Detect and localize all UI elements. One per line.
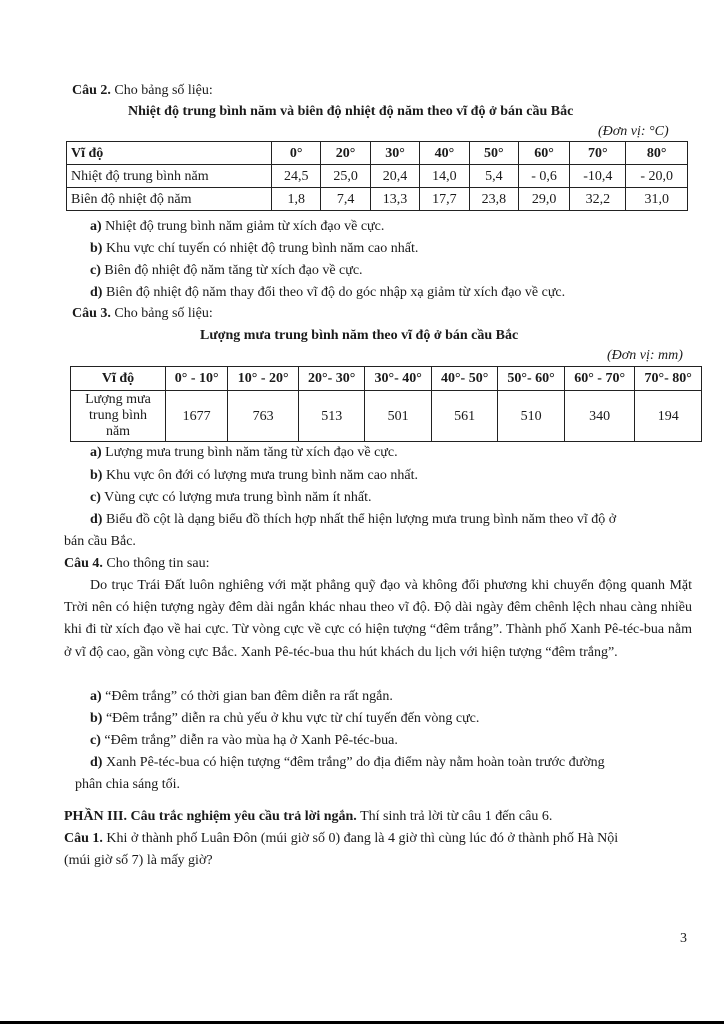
cau1-line1 [64, 828, 618, 849]
cau3-table-title: Lượng mưa trung bình năm theo vĩ độ ở bán cầu Bắc [200, 328, 519, 343]
table-header-cell: 40° [420, 142, 469, 165]
cau4-heading [64, 553, 209, 574]
cau4-option-b [90, 708, 479, 729]
option-text: Biên độ nhiệt độ năm tăng từ xích đạo về cực. [104, 263, 363, 278]
table-cell: 32,2 [570, 188, 626, 211]
option-text: Lượng mưa trung bình năm tăng từ xích đạo về cực. [105, 445, 398, 460]
row-label-line: Lượng mưa [85, 392, 151, 407]
cau3-heading [72, 303, 213, 324]
table-cell: 31,0 [626, 188, 688, 211]
option-text: Vùng cực có lượng mưa trung bình năm ít nhất. [104, 490, 372, 505]
table-cell: 25,0 [321, 165, 370, 188]
cau2-label: Câu 2. [72, 83, 111, 98]
cau3-option-d [90, 509, 616, 530]
cau1-line2: (múi giờ số 7) là mấy giờ? [64, 853, 213, 868]
cau4-paragraph: Do trục Trái Đất luôn nghiêng với mặt phẳng quỹ đạo và không đổi phương khi chuyển động quanh Mặt Trời nên có hiện tượng ngày đêm dài ngắn khác nhau theo vĩ độ. Độ dài ngày đêm chênh lệch nhau càng nhiều khi đi từ xích đạo về hai cực. Từ vòng cực về cực có hiện tượng “đêm trắng”. Thành phố Xanh Pê-téc-bua nằm ở vĩ độ cao, gần vòng cực Bắc. Xanh Pê-téc-bua thu hút khách du lịch với hiện tượng “đêm trắng”. [64, 578, 692, 660]
table-cell: 340 [564, 391, 635, 442]
table-cell: 14,0 [420, 165, 469, 188]
table-header-row [67, 142, 688, 165]
table-cell: 1677 [166, 391, 228, 442]
cau4-label: Câu 4. [64, 556, 103, 571]
option-letter: a) [90, 689, 102, 704]
table-cell: 510 [498, 391, 564, 442]
phan3-heading [64, 806, 552, 827]
option-letter: a) [90, 445, 102, 460]
cau2-option-c [90, 260, 363, 281]
option-letter: a) [90, 219, 102, 234]
table-row [71, 391, 702, 442]
phan3-title: PHẦN III. Câu trắc nghiệm yêu cầu trả lời ngắn. [64, 809, 357, 824]
table-cell: Nhiệt độ trung bình năm [67, 165, 272, 188]
cau3-label: Câu 3. [72, 306, 111, 321]
cau4-option-a [90, 686, 393, 707]
table-cell: -10,4 [570, 165, 626, 188]
cau4-intro: Cho thông tin sau: [106, 556, 210, 571]
option-text: Nhiệt độ trung bình năm giảm từ xích đạo về cực. [105, 219, 385, 234]
table-cell: 763 [228, 391, 299, 442]
table-header-cell: 30°- 40° [365, 367, 431, 391]
cau4-option-d-continuation: phân chia sáng tối. [75, 777, 180, 792]
option-text: Biểu đồ cột là dạng biểu đồ thích hợp nhất thể hiện lượng mưa trung bình năm theo vĩ độ ở [105, 512, 617, 527]
table-header-cell: 60° [519, 142, 570, 165]
table-cell: 17,7 [420, 188, 469, 211]
cau3-option-b [90, 465, 418, 486]
row-label-line: năm [105, 424, 131, 439]
table-cell: 20,4 [370, 165, 419, 188]
table-header-cell: 20° [321, 142, 370, 165]
option-text: Khu vực chí tuyến có nhiệt độ trung bình năm cao nhất. [105, 241, 419, 256]
cau2-table-title: Nhiệt độ trung bình năm và biên độ nhiệt độ năm theo vĩ độ ở bán cầu Bắc [128, 104, 574, 119]
cau2-heading [72, 80, 213, 101]
page-number: 3 [680, 931, 687, 946]
cau3-option-c [90, 487, 371, 508]
table-cell: 7,4 [321, 188, 370, 211]
option-text: Khu vực ôn đới có lượng mưa trung bình năm cao nhất. [105, 468, 419, 483]
option-letter: c) [90, 490, 101, 505]
cau4-option-c [90, 730, 398, 751]
table-row-label [71, 391, 166, 442]
phan3-instruction: Thí sinh trả lời từ câu 1 đến câu 6. [360, 809, 553, 824]
option-text: “Đêm trắng” có thời gian ban đêm diễn ra rất ngắn. [105, 689, 393, 704]
table-cell: - 20,0 [626, 165, 688, 188]
option-letter: d) [90, 512, 103, 527]
option-text: “Đêm trắng” diễn ra chủ yếu ở khu vực từ chí tuyến đến vòng cực. [105, 711, 480, 726]
cau3-option-a [90, 442, 398, 463]
table-header-cell: 30° [370, 142, 419, 165]
table-header-cell: 20°- 30° [298, 367, 364, 391]
table-cell: 561 [431, 391, 497, 442]
option-letter: b) [90, 241, 103, 256]
table-header-cell: 40°- 50° [431, 367, 497, 391]
cau2-option-d [90, 282, 565, 303]
table-header-cell: 0° - 10° [166, 367, 228, 391]
option-letter: b) [90, 711, 103, 726]
table-row [67, 188, 688, 211]
table-cell: 194 [635, 391, 702, 442]
cau1-label: Câu 1. [64, 831, 103, 846]
table-cell: 13,3 [370, 188, 419, 211]
cau2-unit: (Đơn vị: °C) [598, 124, 669, 139]
table-header-cell: 50° [469, 142, 518, 165]
cau1-text: Khi ở thành phố Luân Đôn (múi giờ số 0) đang là 4 giờ thì cùng lúc đó ở thành phố Hà Nội [106, 831, 619, 846]
table-cell: 501 [365, 391, 431, 442]
cau2-option-b [90, 238, 418, 259]
table-cell: 29,0 [519, 188, 570, 211]
row-label-line: trung bình [89, 408, 147, 423]
option-letter: b) [90, 468, 103, 483]
table-cell: 23,8 [469, 188, 518, 211]
table-header-cell: 50°- 60° [498, 367, 564, 391]
option-letter: c) [90, 733, 101, 748]
option-letter: c) [90, 263, 101, 278]
cau3-option-d-continuation: bán cầu Bắc. [64, 534, 136, 549]
table-cell: 5,4 [469, 165, 518, 188]
table-header-cell: 60° - 70° [564, 367, 635, 391]
table-cell: 24,5 [272, 165, 321, 188]
cau2-temperature-table [66, 141, 688, 211]
table-header-cell: 70° [570, 142, 626, 165]
option-text: “Đêm trắng” diễn ra vào mùa hạ ở Xanh Pê-téc-bua. [104, 733, 398, 748]
table-header-cell: 0° [272, 142, 321, 165]
table-header-cell: 70°- 80° [635, 367, 702, 391]
option-letter: d) [90, 285, 103, 300]
table-cell: 1,8 [272, 188, 321, 211]
table-header-row [71, 367, 702, 391]
table-header-cell: 80° [626, 142, 688, 165]
table-header-cell: 10° - 20° [228, 367, 299, 391]
cau3-rainfall-table [70, 366, 702, 442]
cau2-intro: Cho bảng số liệu: [114, 83, 213, 98]
cau2-option-a [90, 216, 384, 237]
table-header-cell: Vĩ độ [71, 367, 166, 391]
option-text: Xanh Pê-téc-bua có hiện tượng “đêm trắng” do địa điểm này nằm hoàn toàn trước đường [105, 755, 605, 770]
table-cell: 513 [298, 391, 364, 442]
option-letter: d) [90, 755, 103, 770]
cau4-option-d [90, 752, 605, 773]
option-text: Biên độ nhiệt độ năm thay đổi theo vĩ độ do góc nhập xạ giảm từ xích đạo về cực. [105, 285, 566, 300]
table-cell: Biên độ nhiệt độ năm [67, 188, 272, 211]
cau3-unit: (Đơn vị: mm) [607, 348, 683, 363]
table-row [67, 165, 688, 188]
table-header-cell: Vĩ độ [67, 142, 272, 165]
cau3-intro: Cho bảng số liệu: [114, 306, 213, 321]
table-cell: - 0,6 [519, 165, 570, 188]
